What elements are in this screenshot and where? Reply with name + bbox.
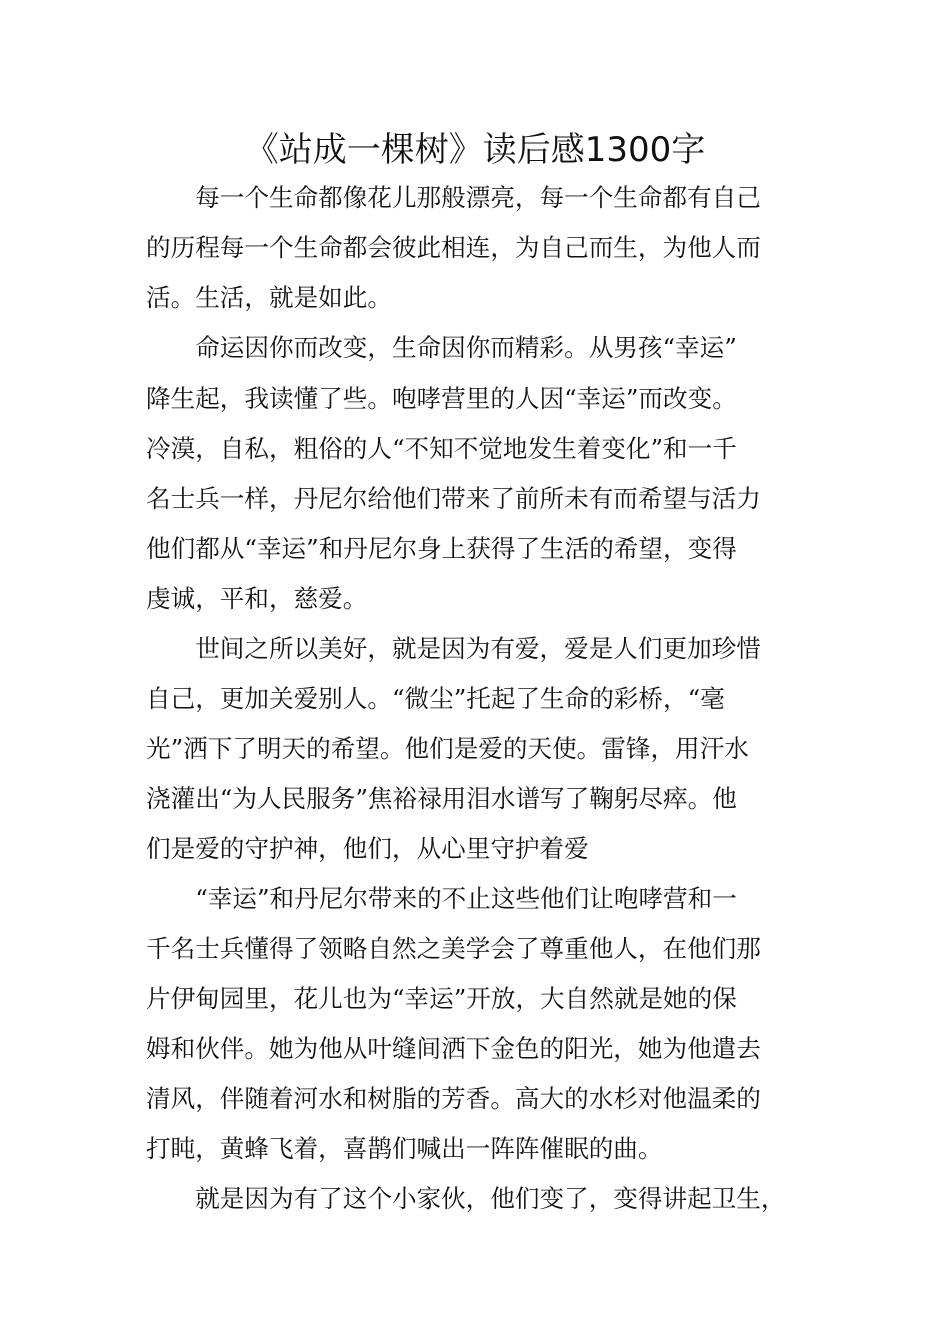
document-title: 《站成一棵树》读后感1300字	[244, 130, 706, 170]
text-line: 千名士兵懂得了领略自然之美学会了尊重他人，在他们那	[146, 934, 761, 963]
text-line: 片伊甸园里，花儿也为“幸运”开放，大自然就是她的保	[146, 984, 737, 1013]
text-line: 姆和伙伴。她为他从叶缝间洒下金色的阳光，她为他遣去	[146, 1034, 761, 1063]
text-line: 打盹，黄蜂飞着，喜鹊们喊出一阵阵催眠的曲。	[146, 1134, 663, 1163]
text-line: 命运因你而改变，生命因你而精彩。从男孩“幸运”	[146, 333, 737, 362]
text-line: 活。生活，就是如此。	[146, 283, 392, 312]
text-line: 就是因为有了这个小家伙，他们变了，变得讲起卫生，	[146, 1184, 786, 1213]
text-line: 浇灌出“为人民服务”焦裕禄用泪水谱写了鞠躬尽瘁。他	[146, 784, 737, 813]
text-line: 虔诚，平和，慈爱。	[146, 584, 368, 613]
text-line: 每一个生命都像花儿那般漂亮，每一个生命都有自己	[146, 183, 761, 212]
text-line: 世间之所以美好，就是因为有爱，爱是人们更加珍惜	[146, 634, 761, 663]
text-line: “幸运”和丹尼尔带来的不止这些他们让咆哮营和一	[146, 884, 737, 913]
text-line: 冷漠，自私，粗俗的人“不知不觉地发生着变化”和一千	[146, 434, 737, 463]
text-line: 降生起，我读懂了些。咆哮营里的人因“幸运”而改变。	[146, 384, 737, 413]
text-line: 自己，更加关爱别人。“微尘”托起了生命的彩桥，“毫	[146, 684, 725, 713]
text-line: 光”洒下了明天的希望。他们是爱的天使。雷锋，用汗水	[146, 734, 749, 763]
text-line: 清风，伴随着河水和树脂的芳香。高大的水杉对他温柔的	[146, 1084, 761, 1113]
text-line: 的历程每一个生命都会彼此相连，为自己而生，为他人而	[146, 233, 761, 262]
text-line: 他们都从“幸运”和丹尼尔身上获得了生活的希望，变得	[146, 534, 737, 563]
text-line: 们是爱的守护神，他们，从心里守护着爱	[146, 834, 589, 863]
text-line: 名士兵一样，丹尼尔给他们带来了前所未有而希望与活力	[146, 484, 761, 513]
